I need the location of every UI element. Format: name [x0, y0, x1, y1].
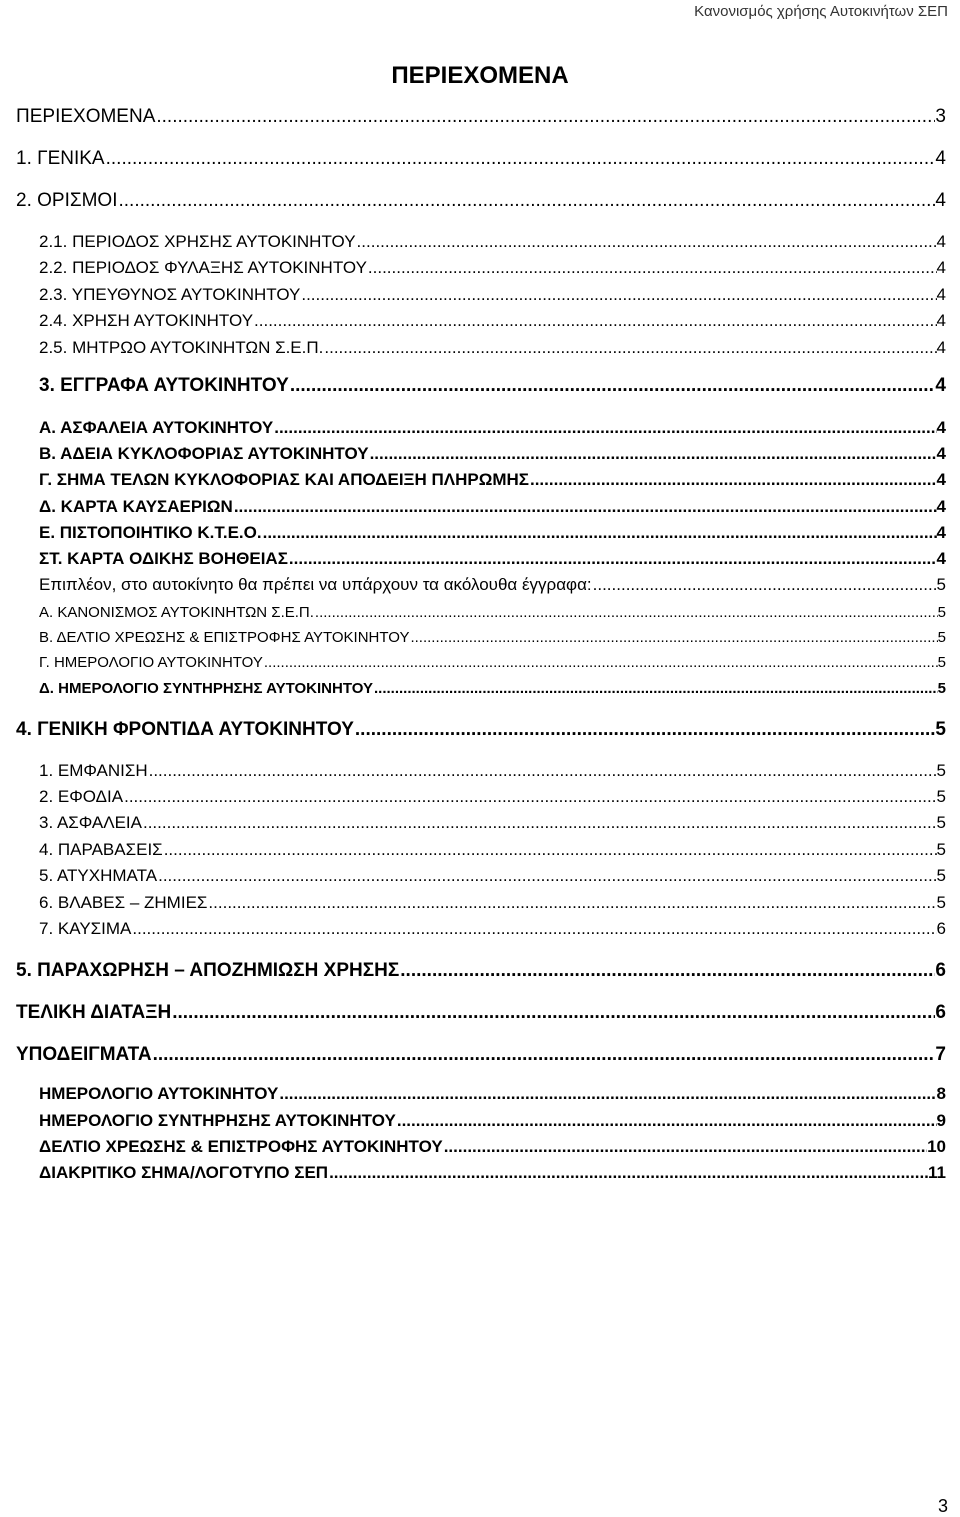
toc-entry[interactable]: ΔΕΛΤΙΟ ΧΡΕΩΣΗΣ & ΕΠΙΣΤΡΟΦΗΣ ΑΥΤΟΚΙΝΗΤΟΥ ..... 10	[39, 1137, 946, 1157]
dot-leader	[152, 1044, 936, 1066]
dot-leader	[529, 470, 937, 490]
toc-entry[interactable]: Δ. ΚΑΡΤΑ ΚΑΥΣΑΕΡΙΩΝ ..... 4	[39, 497, 946, 517]
toc-entry[interactable]: ΤΕΛΙΚΗ ΔΙΑΤΑΞΗ ..... 6	[16, 1002, 946, 1024]
toc-entry[interactable]: ΔΙΑΚΡΙΤΙΚΟ ΣΗΜΑ/ΛΟΓΟΤΥΠΟ ΣΕΠ ..... 11	[39, 1163, 946, 1183]
dot-leader	[233, 497, 937, 517]
toc-entry[interactable]: Β. ΑΔΕΙΑ ΚΥΚΛΟΦΟΡΙΑΣ ΑΥΤΟΚΙΝΗΤΟΥ ..... 4	[39, 444, 946, 464]
dot-leader	[409, 629, 937, 646]
dot-leader	[356, 232, 937, 252]
toc-entry[interactable]: Γ. ΗΜΕΡΟΛΟΓΙΟ ΑΥΤΟΚΙΝΗΤΟΥ ..... 5	[39, 654, 946, 671]
page-title: ΠΕΡΙΕΧΟΜΕΝΑ	[391, 62, 569, 89]
page-number: 3	[937, 1496, 948, 1516]
dot-leader	[262, 523, 937, 543]
toc-entry[interactable]: ΗΜΕΡΟΛΟΓΙΟ ΣΥΝΤΗΡΗΣΗΣ ΑΥΤΟΚΙΝΗΤΟΥ ..... 9	[39, 1111, 946, 1131]
toc-entry[interactable]: Δ. ΗΜΕΡΟΛΟΓΙΟ ΣΥΝΤΗΡΗΣΗΣ ΑΥΤΟΚΙΝΗΤΟΥ ..... 5	[39, 680, 946, 697]
toc-entry[interactable]: 3. ΑΣΦΑΛΕΙΑ ..... 5	[39, 813, 946, 833]
toc-entry[interactable]: ΥΠΟΔΕΙΓΜΑΤΑ ..... 7	[16, 1044, 946, 1066]
dot-leader	[157, 866, 936, 886]
toc-entry[interactable]: 5. ΑΤΥΧΗΜΑΤΑ ..... 5	[39, 866, 946, 886]
toc-entry[interactable]: Γ. ΣΗΜΑ ΤΕΛΩΝ ΚΥΚΛΟΦΟΡΙΑΣ ΚΑΙ ΑΠΟΔΕΙΞΗ ΠΛΗΡΩΜΗΣ ..... 4	[39, 470, 946, 490]
toc-entry[interactable]: 4. ΓΕΝΙΚΗ ΦΡΟΝΤΙΔΑ ΑΥΤΟΚΙΝΗΤΟΥ ..... 5	[16, 719, 946, 741]
running-header: Κανονισμός χρήσης Αυτοκινήτων ΣΕΠ	[694, 3, 948, 20]
toc-entry[interactable]: 2.2. ΠΕΡΙΟΔΟΣ ΦΥΛΑΞΗΣ ΑΥΤΟΚΙΝΗΤΟΥ ..... 4	[39, 258, 946, 278]
dot-leader	[592, 575, 937, 595]
toc-entry[interactable]: 2.3. ΥΠΕΥΘΥΝΟΣ ΑΥΤΟΚΙΝΗΤΟΥ ..... 4	[39, 285, 946, 305]
dot-leader	[105, 148, 936, 170]
toc-entry[interactable]: 2.1. ΠΕΡΙΟΔΟΣ ΧΡΗΣΗΣ ΑΥΤΟΚΙΝΗΤΟΥ ..... 4	[39, 232, 946, 252]
toc-entry[interactable]: Β. ΔΕΛΤΙΟ ΧΡΕΩΣΗΣ & ΕΠΙΣΤΡΟΦΗΣ ΑΥΤΟΚΙΝΗΤΟΥ ..... 5	[39, 629, 946, 646]
dot-leader	[207, 893, 936, 913]
toc-entry[interactable]: 1. ΓΕΝΙΚΑ ..... 4	[16, 148, 946, 170]
toc-entry[interactable]: 2. ΟΡΙΣΜΟΙ ..... 4	[16, 190, 946, 212]
dot-leader	[323, 338, 936, 358]
dot-leader	[288, 549, 937, 569]
dot-leader	[142, 813, 937, 833]
toc-entry[interactable]: Α. ΑΣΦΑΛΕΙΑ ΑΥΤΟΚΙΝΗΤΟΥ ..... 4	[39, 418, 946, 438]
toc-entry[interactable]: Επιπλέον, στο αυτοκίνητο θα πρέπει να υπάρχουν τα ακόλουθα έγγραφα: ..... 5	[39, 575, 946, 595]
dot-leader	[253, 311, 937, 331]
toc-entry[interactable]: ΣΤ. ΚΑΡΤΑ ΟΔΙΚΗΣ ΒΟΗΘΕΙΑΣ ..... 4	[39, 549, 946, 569]
dot-leader	[163, 840, 937, 860]
dot-leader	[314, 604, 938, 621]
toc-entry[interactable]: 7. ΚΑΥΣΙΜΑ ..... 6	[39, 919, 946, 939]
dot-leader	[367, 258, 937, 278]
toc-entry[interactable]: 2.5. ΜΗΤΡΩΟ ΑΥΤΟΚΙΝΗΤΩΝ Σ.Ε.Π. ..... 4	[39, 338, 946, 358]
dot-leader	[278, 1084, 936, 1104]
toc-entry[interactable]: 3. ΕΓΓΡΑΦΑ ΑΥΤΟΚΙΝΗΤΟΥ ..... 4	[39, 375, 946, 397]
toc-entry[interactable]: 2. ΕΦΟΔΙΑ ..... 5	[39, 787, 946, 807]
dot-leader	[354, 719, 936, 741]
dot-leader	[399, 960, 935, 982]
toc-entry[interactable]: 2.4. ΧΡΗΣΗ ΑΥΤΟΚΙΝΗΤΟΥ ..... 4	[39, 311, 946, 331]
dot-leader	[148, 761, 937, 781]
dot-leader	[369, 444, 937, 464]
toc-entry[interactable]: ΗΜΕΡΟΛΟΓΙΟ ΑΥΤΟΚΙΝΗΤΟΥ ..... 8	[39, 1084, 946, 1104]
toc-entry[interactable]: 4. ΠΑΡΑΒΑΣΕΙΣ ..... 5	[39, 840, 946, 860]
toc-entry[interactable]: 1. ΕΜΦΑΝΙΣΗ ..... 5	[39, 761, 946, 781]
dot-leader	[443, 1137, 927, 1157]
dot-leader	[155, 106, 935, 128]
dot-leader	[263, 654, 938, 671]
toc-entry[interactable]: 6. ΒΛΑΒΕΣ – ΖΗΜΙΕΣ ..... 5	[39, 893, 946, 913]
toc-entry[interactable]: 5. ΠΑΡΑΧΩΡΗΣΗ – ΑΠΟΖΗΜΙΩΣΗ ΧΡΗΣΗΣ ..... 6	[16, 960, 946, 982]
dot-leader	[273, 418, 936, 438]
dot-leader	[328, 1163, 928, 1183]
toc-entry[interactable]: Α. ΚΑΝΟΝΙΣΜΟΣ ΑΥΤΟΚΙΝΗΤΩΝ Σ.Ε.Π. ..... 5	[39, 604, 946, 621]
dot-leader	[131, 919, 936, 939]
dot-leader	[373, 680, 938, 697]
dot-leader	[171, 1002, 935, 1024]
dot-leader	[118, 190, 936, 212]
toc-entry[interactable]: ΠΕΡΙΕΧΟΜΕΝΑ ..... 3	[16, 106, 946, 128]
dot-leader	[300, 285, 936, 305]
dot-leader	[123, 787, 936, 807]
dot-leader	[289, 375, 936, 397]
toc-entry[interactable]: Ε. ΠΙΣΤΟΠΟΙΗΤΙΚΟ Κ.Τ.Ε.Ο. ..... 4	[39, 523, 946, 543]
dot-leader	[396, 1111, 937, 1131]
